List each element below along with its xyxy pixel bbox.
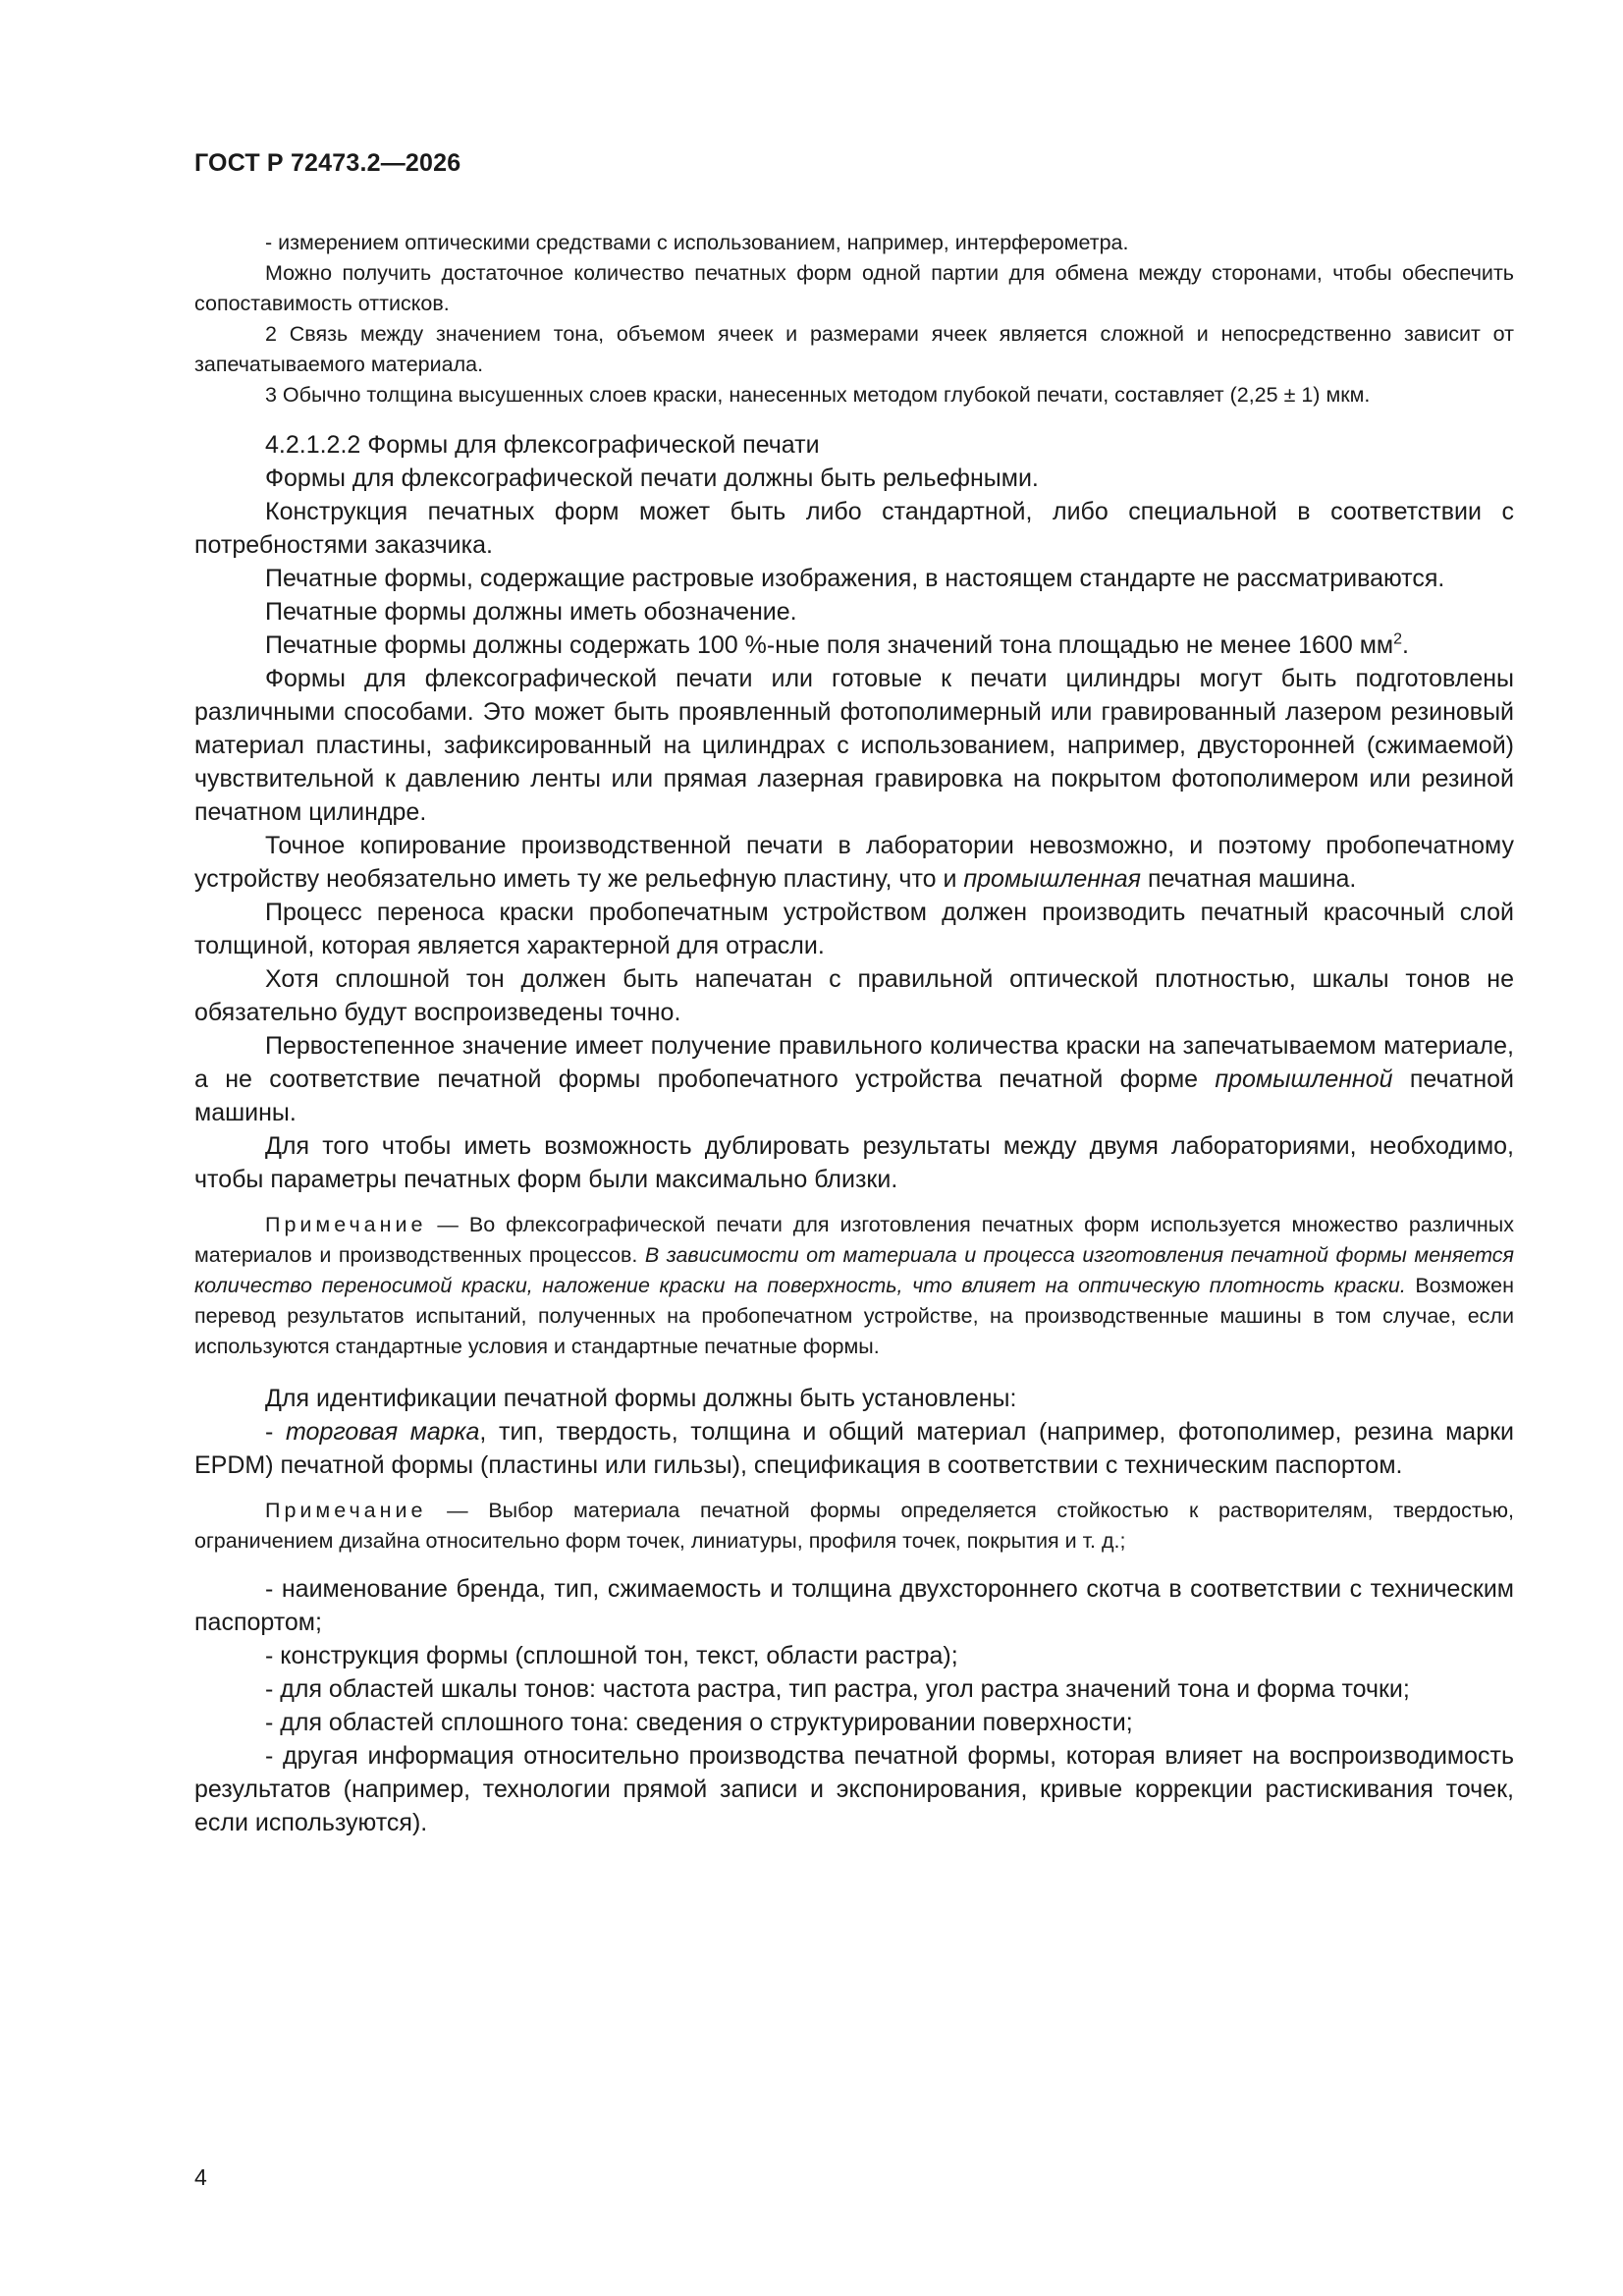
list-item: - наименование бренда, тип, сжимаемость и толщина двухстороннего скотча в соответствии с техническим паспортом; bbox=[194, 1575, 1514, 1636]
paragraph: Формы для флексографической печати или готовые к печати цилиндры могут быть подготовлены различными способами. Это может быть проявленный фотополимерный или гравированный лазером резиновый материал пластины, зафиксированный на цилиндрах с использованием, например, двусторонней (сжимаемой) чувствительной к давлению ленты или прямая лазерная гравировка на покрытом фотополимером или резиной печатном цилиндре. bbox=[194, 665, 1514, 826]
paragraph: Первостепенное значение имеет получение правильного количества краски на запечатываемом материале, а не соответствие печатной формы пробопечатного устройства печатной форме промышленной печатной машины. bbox=[194, 1032, 1514, 1126]
paragraph: Хотя сплошной тон должен быть напечатан с правильной оптической плотностью, шкалы тонов не обязательно будут воспроизведены точно. bbox=[194, 965, 1514, 1026]
list-item: - другая информация относительно производства печатной формы, которая влияет на воспроизводимость результатов (например, технологии прямой записи и экспонирования, кривые коррекции растискивания точек, если используются). bbox=[194, 1742, 1514, 1836]
paragraph: Процесс переноса краски пробопечатным устройством должен производить печатный красочный слой толщиной, которая является характерной для отрасли. bbox=[194, 899, 1514, 959]
list-item: - для областей сплошного тона: сведения о структурировании поверхности; bbox=[265, 1709, 1133, 1736]
paragraph: Для того чтобы иметь возможность дублировать результаты между двумя лабораториями, необходимо, чтобы параметры печатных форм были максимально близки. bbox=[194, 1132, 1514, 1193]
note-label: Примечание bbox=[265, 1213, 427, 1236]
section-heading: 4.2.1.2.2 Формы для флексографической печати bbox=[265, 431, 820, 459]
document-code: ГОСТ Р 72473.2—2026 bbox=[194, 149, 461, 177]
paragraph: Формы для флексографической печати должны быть рельефными. bbox=[265, 465, 1039, 492]
list-item: - конструкция формы (сплошной тон, текст, области растра); bbox=[265, 1642, 958, 1669]
paragraph: Для идентификации печатной формы должны быть установлены: bbox=[265, 1385, 1017, 1412]
paragraph-area: Печатные формы должны содержать 100 %-ные поля значений тона площадью не менее 1600 $мм^2$. bbox=[265, 630, 1409, 659]
page-number: 4 bbox=[194, 2164, 207, 2190]
note-item-batch: Можно получить достаточное количество печатных форм одной партии для обмена между сторонами, чтобы обеспечить сопоставимость оттисков. bbox=[194, 261, 1514, 315]
note-materials: Примечание — Во флексографической печати для изготовления печатных форм используется множество различных материалов и производственных процессов. В зависимости от материала и процесса изготовления печатной формы меняется количество переносимой краски, наложение краски на поверхность, что влияет на оптическую плотность краски. Возможен перевод результатов испытаний, полученных на пробопечатном устройстве, на производственные машины в том случае, если используются стандартные условия и стандартные печатные формы. bbox=[194, 1213, 1515, 1358]
note-label: Примечание bbox=[265, 1499, 427, 1522]
list-item: - для областей шкалы тонов: частота растра, тип растра, угол растра значений тона и форма точки; bbox=[265, 1675, 1410, 1703]
paragraph: Конструкция печатных форм может быть либо стандартной, либо специальной в соответствии с потребностями заказчика. bbox=[194, 498, 1514, 559]
paragraph: Печатные формы, содержащие растровые изображения, в настоящем стандарте не рассматриваются. bbox=[265, 565, 1445, 592]
list-item: - торговая марка, тип, твердость, толщина и общий материал (например, фотополимер, резина марки EPDM) печатной формы (пластины или гильзы), спецификация в соответствии с техническим паспортом. bbox=[194, 1418, 1514, 1479]
page-content bbox=[194, 228, 1514, 1839]
note-2: 2 Связь между значением тона, объемом ячеек и размерами ячеек является сложной и непосредственно зависит от запечатываемого материала. bbox=[194, 322, 1514, 376]
paragraph: Печатные формы должны иметь обозначение. bbox=[265, 598, 797, 626]
paragraph: Точное копирование производственной печати в лаборатории невозможно, и поэтому пробопечатному устройству необязательно иметь ту же рельефную пластину, что и промышленная печатная машина. bbox=[194, 832, 1514, 893]
note-material-choice: Примечание — Выбор материала печатной формы определяется стойкостью к растворителям, твердостью, ограничением дизайна относительно форм точек, линиатуры, профиля точек, покрытия и т. д.; bbox=[194, 1499, 1515, 1553]
note-item-interferometer: - измерением оптическими средствами с использованием, например, интерферометра. bbox=[265, 231, 1129, 254]
superscript: 2 bbox=[1393, 630, 1402, 648]
note-3: 3 Обычно толщина высушенных слоев краски, нанесенных методом глубокой печати, составляет (2,25 ± 1) мкм. bbox=[265, 383, 1371, 407]
